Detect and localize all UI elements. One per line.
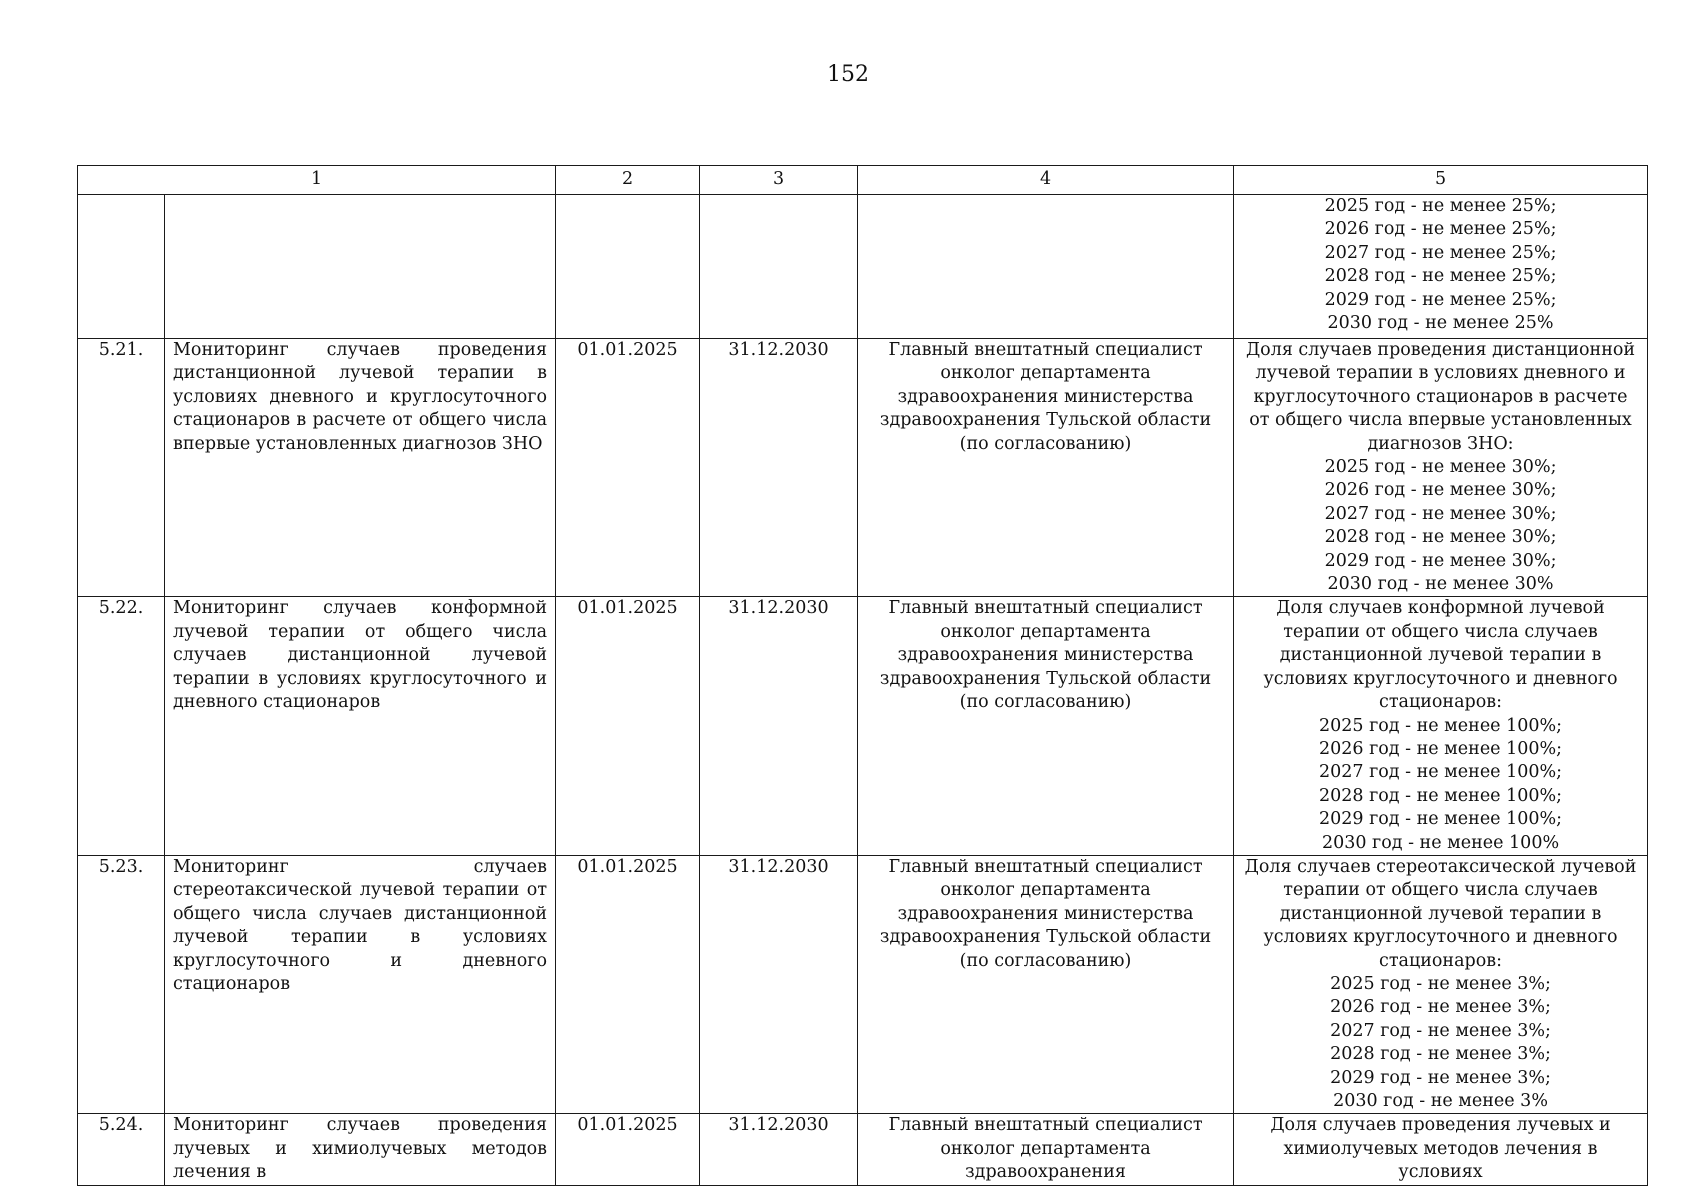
indicator-year-line: 2030 год - не менее 100%	[1321, 832, 1560, 853]
measure-name	[165, 195, 556, 339]
indicator-year-line: 2026 год - не менее 25%;	[1324, 219, 1557, 240]
table-row-5-22	[78, 597, 1648, 855]
end-date: 31.12.2030	[700, 1114, 858, 1185]
row-number	[78, 195, 165, 339]
start-date: 01.01.2025	[556, 597, 700, 855]
indicator	[1234, 597, 1648, 855]
measure-name: Мониторинг случаев проведения дистанционной лучевой терапии в условиях дневного и круглосуточного стационаров в расчете от общего числа впервые установленных диагнозов ЗНО	[165, 339, 556, 597]
start-date	[556, 195, 700, 339]
indicator-year-line: 2030 год - не менее 3%	[1333, 1091, 1548, 1111]
measures-table	[77, 165, 1648, 1186]
indicator-year-line: 2026 год - не менее 30%;	[1324, 480, 1557, 501]
indicator	[1234, 195, 1648, 339]
start-date: 01.01.2025	[556, 1114, 700, 1185]
indicator-year-line: 2027 год - не менее 30%;	[1324, 503, 1557, 524]
indicator-text: Доля случаев стереотаксической лучевой терапии от общего числа случаев дистанционной лучевой терапии в условиях круглосуточного и дневного стационаров:	[1244, 856, 1637, 971]
end-date	[700, 195, 858, 339]
indicator-year-line: 2028 год - не менее 25%;	[1324, 266, 1557, 287]
column-header-5: 5	[1234, 166, 1648, 195]
indicator-text: Доля случаев конформной лучевой терапии от общего числа случаев дистанционной лучевой терапии в условиях круглосуточного и дневного стационаров:	[1263, 598, 1618, 713]
row-number: 5.22.	[78, 597, 165, 855]
responsible: Главный внештатный специалист онколог департамента здравоохранения министерства здравоохранения Тульской области (по согласованию)	[858, 597, 1234, 855]
responsible: Главный внештатный специалист онколог департамента здравоохранения министерства здравоохранения Тульской области (по согласованию)	[858, 339, 1234, 597]
indicator-year-line: 2025 год - не менее 100%;	[1318, 715, 1563, 736]
row-number: 5.23.	[78, 855, 165, 1113]
end-date: 31.12.2030	[700, 339, 858, 597]
indicator-year-line: 2030 год - не менее 30%	[1327, 574, 1554, 595]
measure-name: Мониторинг случаев стереотаксической лучевой терапии от общего числа случаев дистанционной лучевой терапии в условиях круглосуточного и дневного стационаров	[165, 855, 556, 1113]
column-header-4: 4	[858, 166, 1234, 195]
measure-name: Мониторинг случаев конформной лучевой терапии от общего числа случаев дистанционной лучевой терапии в условиях круглосуточного и дневного стационаров	[165, 597, 556, 855]
indicator-text: Доля случаев проведения дистанционной лучевой терапии в условиях дневного и круглосуточного стационаров в расчете от общего числа впервые установленных диагнозов ЗНО:	[1245, 340, 1636, 454]
indicator-year-line: 2027 год - не менее 25%;	[1324, 242, 1557, 263]
column-header-1: 1	[78, 166, 556, 195]
indicator-year-line: 2026 год - не менее 100%;	[1318, 738, 1563, 759]
indicator-year-line: 2026 год - не менее 3%;	[1330, 997, 1551, 1018]
measure-name: Мониторинг случаев проведения лучевых и химиолучевых методов лечения в	[165, 1114, 556, 1185]
indicator-year-line: 2025 год - не менее 30%;	[1324, 457, 1557, 478]
indicator-year-line: 2030 год - не менее 25%	[1327, 313, 1554, 334]
indicator	[1234, 855, 1648, 1113]
indicator: Доля случаев проведения лучевых и химиолучевых методов лечения в условиях	[1234, 1114, 1648, 1185]
start-date: 01.01.2025	[556, 855, 700, 1113]
page-number: 152	[827, 62, 869, 87]
indicator-year-line: 2025 год - не менее 25%;	[1324, 196, 1557, 216]
row-number: 5.21.	[78, 339, 165, 597]
table-row-5-24	[78, 1114, 1648, 1185]
indicator-year-line: 2027 год - не менее 3%;	[1330, 1020, 1551, 1041]
indicator-year-line: 2029 год - не менее 100%;	[1318, 809, 1563, 830]
indicator	[1234, 339, 1648, 597]
end-date: 31.12.2030	[700, 855, 858, 1113]
table-row-continuation	[78, 195, 1648, 339]
table-row-5-23	[78, 855, 1648, 1113]
column-header-3: 3	[700, 166, 858, 195]
responsible: Главный внештатный специалист онколог департамента здравоохранения министерства здравоохранения Тульской области (по согласованию)	[858, 855, 1234, 1113]
indicator-year-line: 2029 год - не менее 3%;	[1330, 1067, 1551, 1088]
end-date: 31.12.2030	[700, 597, 858, 855]
table-row-5-21	[78, 339, 1648, 597]
column-header-2: 2	[556, 166, 700, 195]
responsible	[858, 195, 1234, 339]
indicator-year-line: 2027 год - не менее 100%;	[1318, 762, 1563, 783]
indicator-year-line: 2028 год - не менее 3%;	[1330, 1044, 1551, 1065]
indicator-year-line: 2029 год - не менее 25%;	[1324, 289, 1557, 310]
responsible: Главный внештатный специалист онколог департамента здравоохранения	[858, 1114, 1234, 1185]
start-date: 01.01.2025	[556, 339, 700, 597]
row-number: 5.24.	[78, 1114, 165, 1185]
indicator-year-line: 2028 год - не менее 30%;	[1324, 527, 1557, 548]
table-header-row	[78, 166, 1648, 195]
indicator-year-line: 2029 год - не менее 30%;	[1324, 550, 1557, 571]
indicator-year-line: 2025 год - не менее 3%;	[1330, 973, 1551, 994]
indicator-year-line: 2028 год - не менее 100%;	[1318, 785, 1563, 806]
